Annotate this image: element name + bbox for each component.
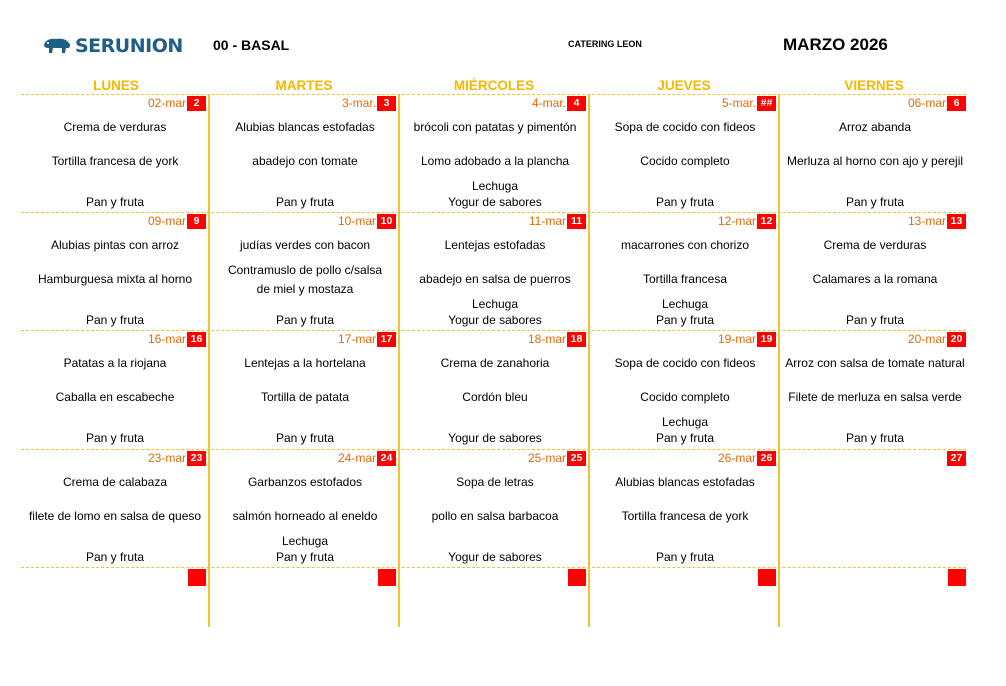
day-cell bbox=[21, 450, 209, 568]
dessert: Pan y fruta bbox=[275, 550, 335, 564]
second-course: Tortilla de patata bbox=[260, 390, 350, 404]
day-header: MIÉRCOLES bbox=[453, 78, 535, 93]
day-number-badge: 18 bbox=[567, 332, 586, 347]
side-dish: Lechuga bbox=[661, 297, 709, 311]
date-label: 16-mar bbox=[147, 332, 186, 346]
first-course: Crema de verduras bbox=[823, 238, 927, 252]
serunion-logo bbox=[42, 34, 183, 58]
day-number-badge: 3 bbox=[377, 96, 396, 111]
day-cell bbox=[781, 450, 969, 568]
first-course: Garbanzos estofados bbox=[247, 475, 363, 489]
dessert: Pan y fruta bbox=[85, 431, 145, 445]
day-cell bbox=[211, 568, 399, 686]
day-cell bbox=[211, 213, 399, 331]
first-course: Crema de verduras bbox=[63, 120, 167, 134]
date-label: 09-mar bbox=[147, 214, 186, 228]
day-cell bbox=[591, 568, 779, 686]
first-course: Patatas a la riojana bbox=[63, 356, 167, 370]
day-cell bbox=[21, 331, 209, 449]
day-cell bbox=[211, 450, 399, 568]
day-number-badge: ## bbox=[757, 96, 776, 111]
first-course: judías verdes con bacon bbox=[239, 238, 371, 252]
day-number-badge: 4 bbox=[567, 96, 586, 111]
date-label: 3-mar. bbox=[341, 96, 376, 110]
day-number-badge: 23 bbox=[187, 451, 206, 466]
dessert: Pan y fruta bbox=[655, 313, 715, 327]
day-cell bbox=[211, 331, 399, 449]
day-number-badge: 9 bbox=[187, 214, 206, 229]
day-cell bbox=[781, 213, 969, 331]
date-label: 4-mar. bbox=[531, 96, 566, 110]
date-label: 25-mar bbox=[527, 451, 566, 465]
second-course: abadejo en salsa de puerros bbox=[419, 272, 571, 286]
day-cell bbox=[591, 450, 779, 568]
day-cell bbox=[781, 568, 969, 686]
second-course: Merluza al horno con ajo y perejil bbox=[786, 154, 964, 168]
day-header: JUEVES bbox=[657, 78, 711, 93]
side-dish: Lechuga bbox=[661, 415, 709, 429]
date-label: 23-mar bbox=[147, 451, 186, 465]
day-number-badge: 10 bbox=[377, 214, 396, 229]
day-number-badge: 2 bbox=[187, 96, 206, 111]
first-course: brócoli con patatas y pimentón bbox=[413, 120, 577, 134]
day-cell bbox=[781, 331, 969, 449]
day-number-badge: 13 bbox=[947, 214, 966, 229]
second-course: Tortilla francesa de york bbox=[621, 509, 749, 523]
day-number-badge: 20 bbox=[947, 332, 966, 347]
date-label: 17-mar bbox=[337, 332, 376, 346]
day-number-badge bbox=[948, 569, 966, 586]
date-label: 12-mar bbox=[717, 214, 756, 228]
day-number-badge bbox=[188, 569, 206, 586]
date-label: 5-mar. bbox=[721, 96, 756, 110]
first-course: Alubias pintas con arroz bbox=[50, 238, 180, 252]
dessert: Pan y fruta bbox=[85, 195, 145, 209]
catering-label: CATERING LEON bbox=[568, 39, 642, 49]
day-cell bbox=[401, 331, 589, 449]
second-course: Contramuslo de pollo c/salsa de miel y mostaza bbox=[227, 263, 383, 296]
dessert: Pan y fruta bbox=[85, 550, 145, 564]
dessert: Pan y fruta bbox=[845, 195, 905, 209]
day-number-badge: 11 bbox=[567, 214, 586, 229]
dessert: Yogur de sabores bbox=[448, 195, 542, 209]
first-course: Sopa de letras bbox=[456, 475, 534, 489]
dessert: Pan y fruta bbox=[275, 313, 335, 327]
dessert: Pan y fruta bbox=[85, 313, 145, 327]
date-label: 02-mar bbox=[147, 96, 186, 110]
second-course: Cordón bleu bbox=[462, 390, 528, 404]
date-label: 18-mar bbox=[527, 332, 566, 346]
first-course: Arroz con salsa de tomate natural bbox=[785, 356, 965, 370]
day-cell bbox=[401, 568, 589, 686]
day-number-badge: 27 bbox=[947, 451, 966, 466]
date-label: 24-mar bbox=[337, 451, 376, 465]
second-course: filete de lomo en salsa de queso bbox=[28, 509, 202, 523]
date-label: 10-mar bbox=[337, 214, 376, 228]
first-course: Arroz abanda bbox=[838, 120, 912, 134]
day-cell bbox=[211, 95, 399, 213]
day-cell bbox=[401, 95, 589, 213]
dessert: Pan y fruta bbox=[655, 550, 715, 564]
day-number-badge bbox=[568, 569, 586, 586]
bison-icon bbox=[42, 36, 72, 56]
first-course: macarrones con chorizo bbox=[620, 238, 750, 252]
date-label: 20-mar bbox=[907, 332, 946, 346]
second-course: Caballa en escabeche bbox=[55, 390, 175, 404]
second-course: abadejo con tomate bbox=[252, 154, 358, 168]
day-cell bbox=[591, 213, 779, 331]
month-title: MARZO 2026 bbox=[783, 35, 888, 54]
day-number-badge bbox=[378, 569, 396, 586]
day-number-badge: 24 bbox=[377, 451, 396, 466]
dessert: Pan y fruta bbox=[655, 195, 715, 209]
side-dish: Lechuga bbox=[471, 179, 519, 193]
second-course: Hamburguesa mixta al horno bbox=[37, 272, 193, 286]
dessert: Pan y fruta bbox=[845, 431, 905, 445]
first-course: Crema de zanahoria bbox=[440, 356, 550, 370]
day-number-badge: 19 bbox=[757, 332, 776, 347]
day-number-badge: 26 bbox=[757, 451, 776, 466]
first-course: Alubias blancas estofadas bbox=[235, 120, 375, 134]
first-course: Lentejas a la hortelana bbox=[244, 356, 366, 370]
menu-name: 00 - BASAL bbox=[213, 37, 290, 53]
first-course: Alubias blancas estofadas bbox=[615, 475, 755, 489]
second-course: Tortilla francesa bbox=[642, 272, 728, 286]
second-course: pollo en salsa barbacoa bbox=[431, 509, 559, 523]
day-cell bbox=[591, 95, 779, 213]
second-course: Filete de merluza en salsa verde bbox=[788, 390, 962, 404]
day-cell bbox=[21, 213, 209, 331]
first-course: Sopa de cocido con fideos bbox=[614, 356, 756, 370]
second-course: Tortilla francesa de york bbox=[51, 154, 179, 168]
day-cell bbox=[401, 213, 589, 331]
brand-name: SERUNION bbox=[75, 35, 183, 57]
side-dish: Lechuga bbox=[471, 297, 519, 311]
dessert: Yogur de sabores bbox=[448, 550, 542, 564]
dessert: Yogur de sabores bbox=[448, 313, 542, 327]
day-number-badge: 25 bbox=[567, 451, 586, 466]
date-label: 19-mar bbox=[717, 332, 756, 346]
day-cell bbox=[591, 331, 779, 449]
day-cell bbox=[21, 95, 209, 213]
day-number-badge: 16 bbox=[187, 332, 206, 347]
date-label: 11-mar bbox=[528, 214, 566, 228]
day-cell bbox=[401, 450, 589, 568]
second-course: salmón horneado al eneldo bbox=[232, 509, 378, 523]
day-header: VIERNES bbox=[844, 78, 904, 93]
second-course: Lomo adobado a la plancha bbox=[420, 154, 570, 168]
day-cell bbox=[781, 95, 969, 213]
dessert: Pan y fruta bbox=[275, 195, 335, 209]
side-dish: Lechuga bbox=[281, 534, 329, 548]
dessert: Pan y fruta bbox=[845, 313, 905, 327]
day-number-badge: 17 bbox=[377, 332, 396, 347]
dessert: Pan y fruta bbox=[655, 431, 715, 445]
day-cell bbox=[21, 568, 209, 686]
first-course: Sopa de cocido con fideos bbox=[614, 120, 756, 134]
second-course: Cocido completo bbox=[640, 390, 730, 404]
date-label: 26-mar bbox=[717, 451, 756, 465]
date-label: 06-mar bbox=[907, 96, 946, 110]
day-number-badge bbox=[758, 569, 776, 586]
first-course: Crema de calabaza bbox=[62, 475, 168, 489]
dessert: Pan y fruta bbox=[275, 431, 335, 445]
dessert: Yogur de sabores bbox=[448, 431, 542, 445]
first-course: Lentejas estofadas bbox=[444, 238, 546, 252]
second-course: Cocido completo bbox=[640, 154, 730, 168]
day-header: MARTES bbox=[275, 78, 333, 93]
day-header: LUNES bbox=[93, 78, 139, 93]
day-number-badge: 12 bbox=[757, 214, 776, 229]
date-label: 13-mar bbox=[907, 214, 946, 228]
second-course: Calamares a la romana bbox=[812, 272, 938, 286]
day-number-badge: 6 bbox=[947, 96, 966, 111]
